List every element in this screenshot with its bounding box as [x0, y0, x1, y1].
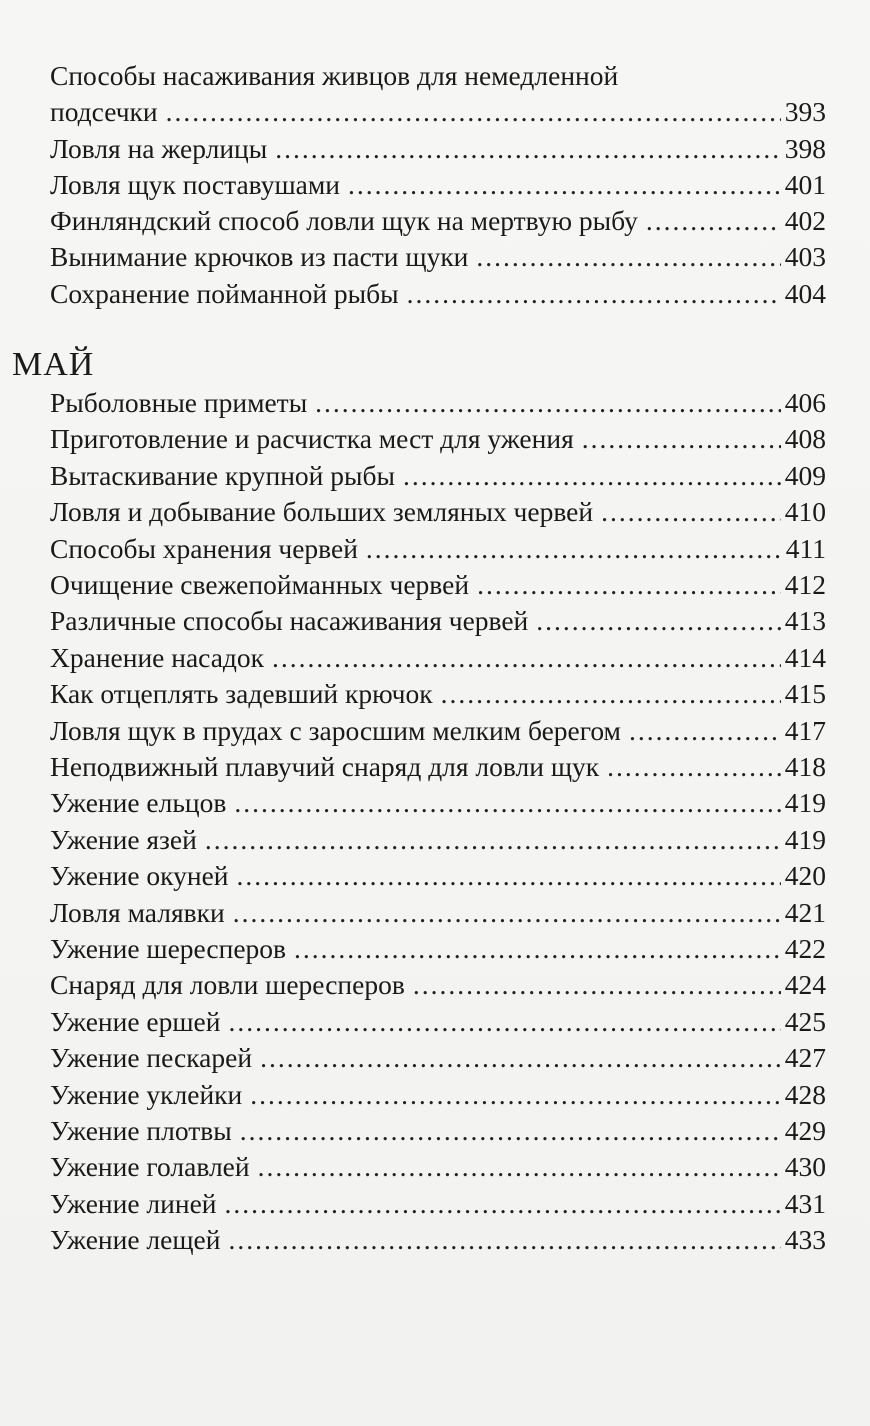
- dot-leader: [403, 458, 781, 494]
- dot-leader: [228, 1004, 780, 1040]
- toc-entry-title: подсечки: [50, 96, 158, 127]
- toc-entry-title: Хранение насадок: [50, 641, 265, 673]
- toc-page-number: 420: [784, 860, 826, 892]
- dot-leader: [476, 239, 780, 275]
- toc-entry: [50, 931, 826, 967]
- toc-entry-title: Ужение пескарей: [50, 1042, 253, 1074]
- toc-page-number: 414: [784, 641, 826, 673]
- toc-entry: [50, 167, 826, 203]
- toc-entry-title: Вытаскивание крупной рыбы: [50, 459, 395, 491]
- toc-entry: [50, 785, 826, 821]
- toc-page-number: 419: [784, 787, 826, 819]
- dot-leader: [272, 640, 781, 676]
- dot-leader: [260, 1040, 781, 1076]
- dot-leader: [477, 567, 781, 603]
- toc-entry: [50, 421, 826, 457]
- dot-leader: [607, 749, 781, 785]
- toc-entry: [50, 895, 826, 931]
- toc-entry: [50, 822, 826, 858]
- toc-page-number: 428: [784, 1078, 826, 1110]
- toc-entry: [50, 239, 826, 275]
- toc-entry: [50, 603, 826, 639]
- toc-page-number: 425: [784, 1005, 826, 1037]
- toc-entry-title: Ловля и добывание больших земляных червей: [50, 496, 594, 528]
- toc-page-number: 408: [784, 423, 826, 455]
- dot-leader: [348, 167, 781, 203]
- toc-entry: [50, 1040, 826, 1076]
- dot-leader: [237, 858, 781, 894]
- dot-leader: [629, 713, 781, 749]
- toc-entry-title: Рыболовные приметы: [50, 387, 308, 418]
- toc-entry-title: Ужение язей: [50, 823, 197, 855]
- toc-entry-title: Ловля на жерлицы: [50, 133, 268, 164]
- dot-leader: [366, 531, 782, 567]
- toc-page-number: 398: [784, 133, 826, 164]
- toc-entry-title: Неподвижный плавучий снаряд для ловли щук: [50, 751, 600, 782]
- toc-page-number: 410: [784, 496, 826, 528]
- dot-leader: [234, 785, 780, 821]
- toc-page-number: 404: [784, 278, 826, 309]
- toc-entry: [50, 94, 826, 130]
- toc-page-number: 402: [784, 205, 826, 236]
- toc-entry-title: Снаряд для ловли шересперов: [50, 969, 405, 1001]
- toc-page-number: 411: [785, 532, 826, 564]
- toc-entry-title: Ужение уклейки: [50, 1078, 243, 1110]
- toc-page-number: 433: [784, 1224, 826, 1256]
- toc-page-number: 393: [784, 96, 826, 127]
- dot-leader: [646, 203, 781, 239]
- toc-page-number: 418: [784, 751, 826, 782]
- toc-page-number: 431: [784, 1187, 826, 1219]
- dot-leader: [407, 276, 781, 312]
- toc-page-number: 406: [784, 387, 826, 418]
- toc-entry: [50, 276, 826, 312]
- toc-entry-title: Ловля малявки: [50, 896, 225, 928]
- dot-leader: [233, 895, 781, 931]
- dot-leader: [536, 603, 780, 639]
- dot-leader: [240, 1113, 781, 1149]
- toc-page-number: 422: [784, 933, 826, 964]
- toc-entry-title: Способы хранения червей: [50, 532, 358, 564]
- toc-entry: [50, 567, 826, 603]
- toc-entry-title: Ужение голавлей: [50, 1151, 250, 1183]
- toc-page-number: 413: [784, 605, 826, 637]
- toc-page-number: 412: [784, 569, 826, 600]
- toc-entry: [50, 1004, 826, 1040]
- toc-entry: [50, 1113, 826, 1149]
- toc-page-number: 417: [784, 714, 826, 746]
- dot-leader: [315, 385, 781, 421]
- toc-entry-title: Ловля щук в прудах с заросшим мелким берегом: [50, 714, 621, 746]
- toc-entry-title: Ужение линей: [50, 1187, 217, 1219]
- toc-entry: [50, 749, 826, 785]
- dot-leader: [413, 967, 781, 1003]
- toc-entry-title: Финляндский способ ловли щук на мертвую рыбу: [50, 205, 638, 236]
- toc-entry-title-line1: Способы насаживания живцов для немедленной: [50, 60, 619, 91]
- toc-page-number: 421: [784, 896, 826, 928]
- dot-leader: [582, 421, 781, 457]
- toc-entry-title: Различные способы насаживания червей: [50, 605, 529, 637]
- toc-entry: [50, 858, 826, 894]
- dot-leader: [225, 1186, 781, 1222]
- toc-entry-title: Ужение окуней: [50, 860, 229, 892]
- toc-page-number: 430: [784, 1151, 826, 1183]
- toc-entry-title: Как отцеплять задевший крючок: [50, 678, 433, 710]
- toc-entry-title: Ужение ершей: [50, 1005, 221, 1037]
- toc-entry: [50, 494, 826, 530]
- toc-entry: [50, 385, 826, 421]
- dot-leader: [601, 494, 781, 530]
- toc-entry-title: Ужение плотвы: [50, 1115, 232, 1146]
- toc-entry-title: Сохранение пойманной рыбы: [50, 278, 399, 309]
- section-heading-may: МАЙ: [12, 346, 95, 383]
- toc-entry: [50, 1222, 826, 1258]
- toc-entry-title: Вынимание крючков из пасти щуки: [50, 241, 469, 272]
- toc-page-number: 419: [784, 823, 826, 855]
- dot-leader: [228, 1222, 780, 1258]
- toc-entry: [50, 131, 826, 167]
- toc-page-number: 401: [784, 169, 826, 200]
- toc-entry: [50, 967, 826, 1003]
- toc-entry: [50, 203, 826, 239]
- toc-page-number: 427: [784, 1042, 826, 1074]
- toc-entry-title: Ловля щук поставушами: [50, 169, 340, 200]
- toc-entry: [50, 1149, 826, 1185]
- toc-entry-title: Ужение шересперов: [50, 933, 287, 964]
- dot-leader: [294, 931, 781, 967]
- toc-page-number: 424: [784, 969, 826, 1001]
- toc-page-number: 429: [784, 1115, 826, 1146]
- toc-entry-title: Ужение лещей: [50, 1224, 221, 1256]
- toc-entry: [50, 531, 826, 567]
- toc-entry-title: Ужение ельцов: [50, 787, 227, 819]
- dot-leader: [275, 131, 781, 167]
- toc-entry: [50, 1186, 826, 1222]
- dot-leader: [258, 1149, 781, 1185]
- dot-leader: [166, 94, 781, 130]
- toc-entry: [50, 713, 826, 749]
- dot-leader: [205, 822, 781, 858]
- dot-leader: [441, 676, 781, 712]
- toc-page-number: 409: [784, 459, 826, 491]
- toc-entry: [50, 458, 826, 494]
- toc-entry: [50, 640, 826, 676]
- toc-page-number: 403: [784, 241, 826, 272]
- dot-leader: [250, 1077, 781, 1113]
- toc-page-number: 415: [784, 678, 826, 710]
- toc-entry: [50, 1077, 826, 1113]
- toc-entry-title: Приготовление и расчистка мест для ужения: [50, 423, 574, 455]
- toc-entry-title: Очищение свежепойманных червей: [50, 569, 470, 600]
- toc-entry: [50, 676, 826, 712]
